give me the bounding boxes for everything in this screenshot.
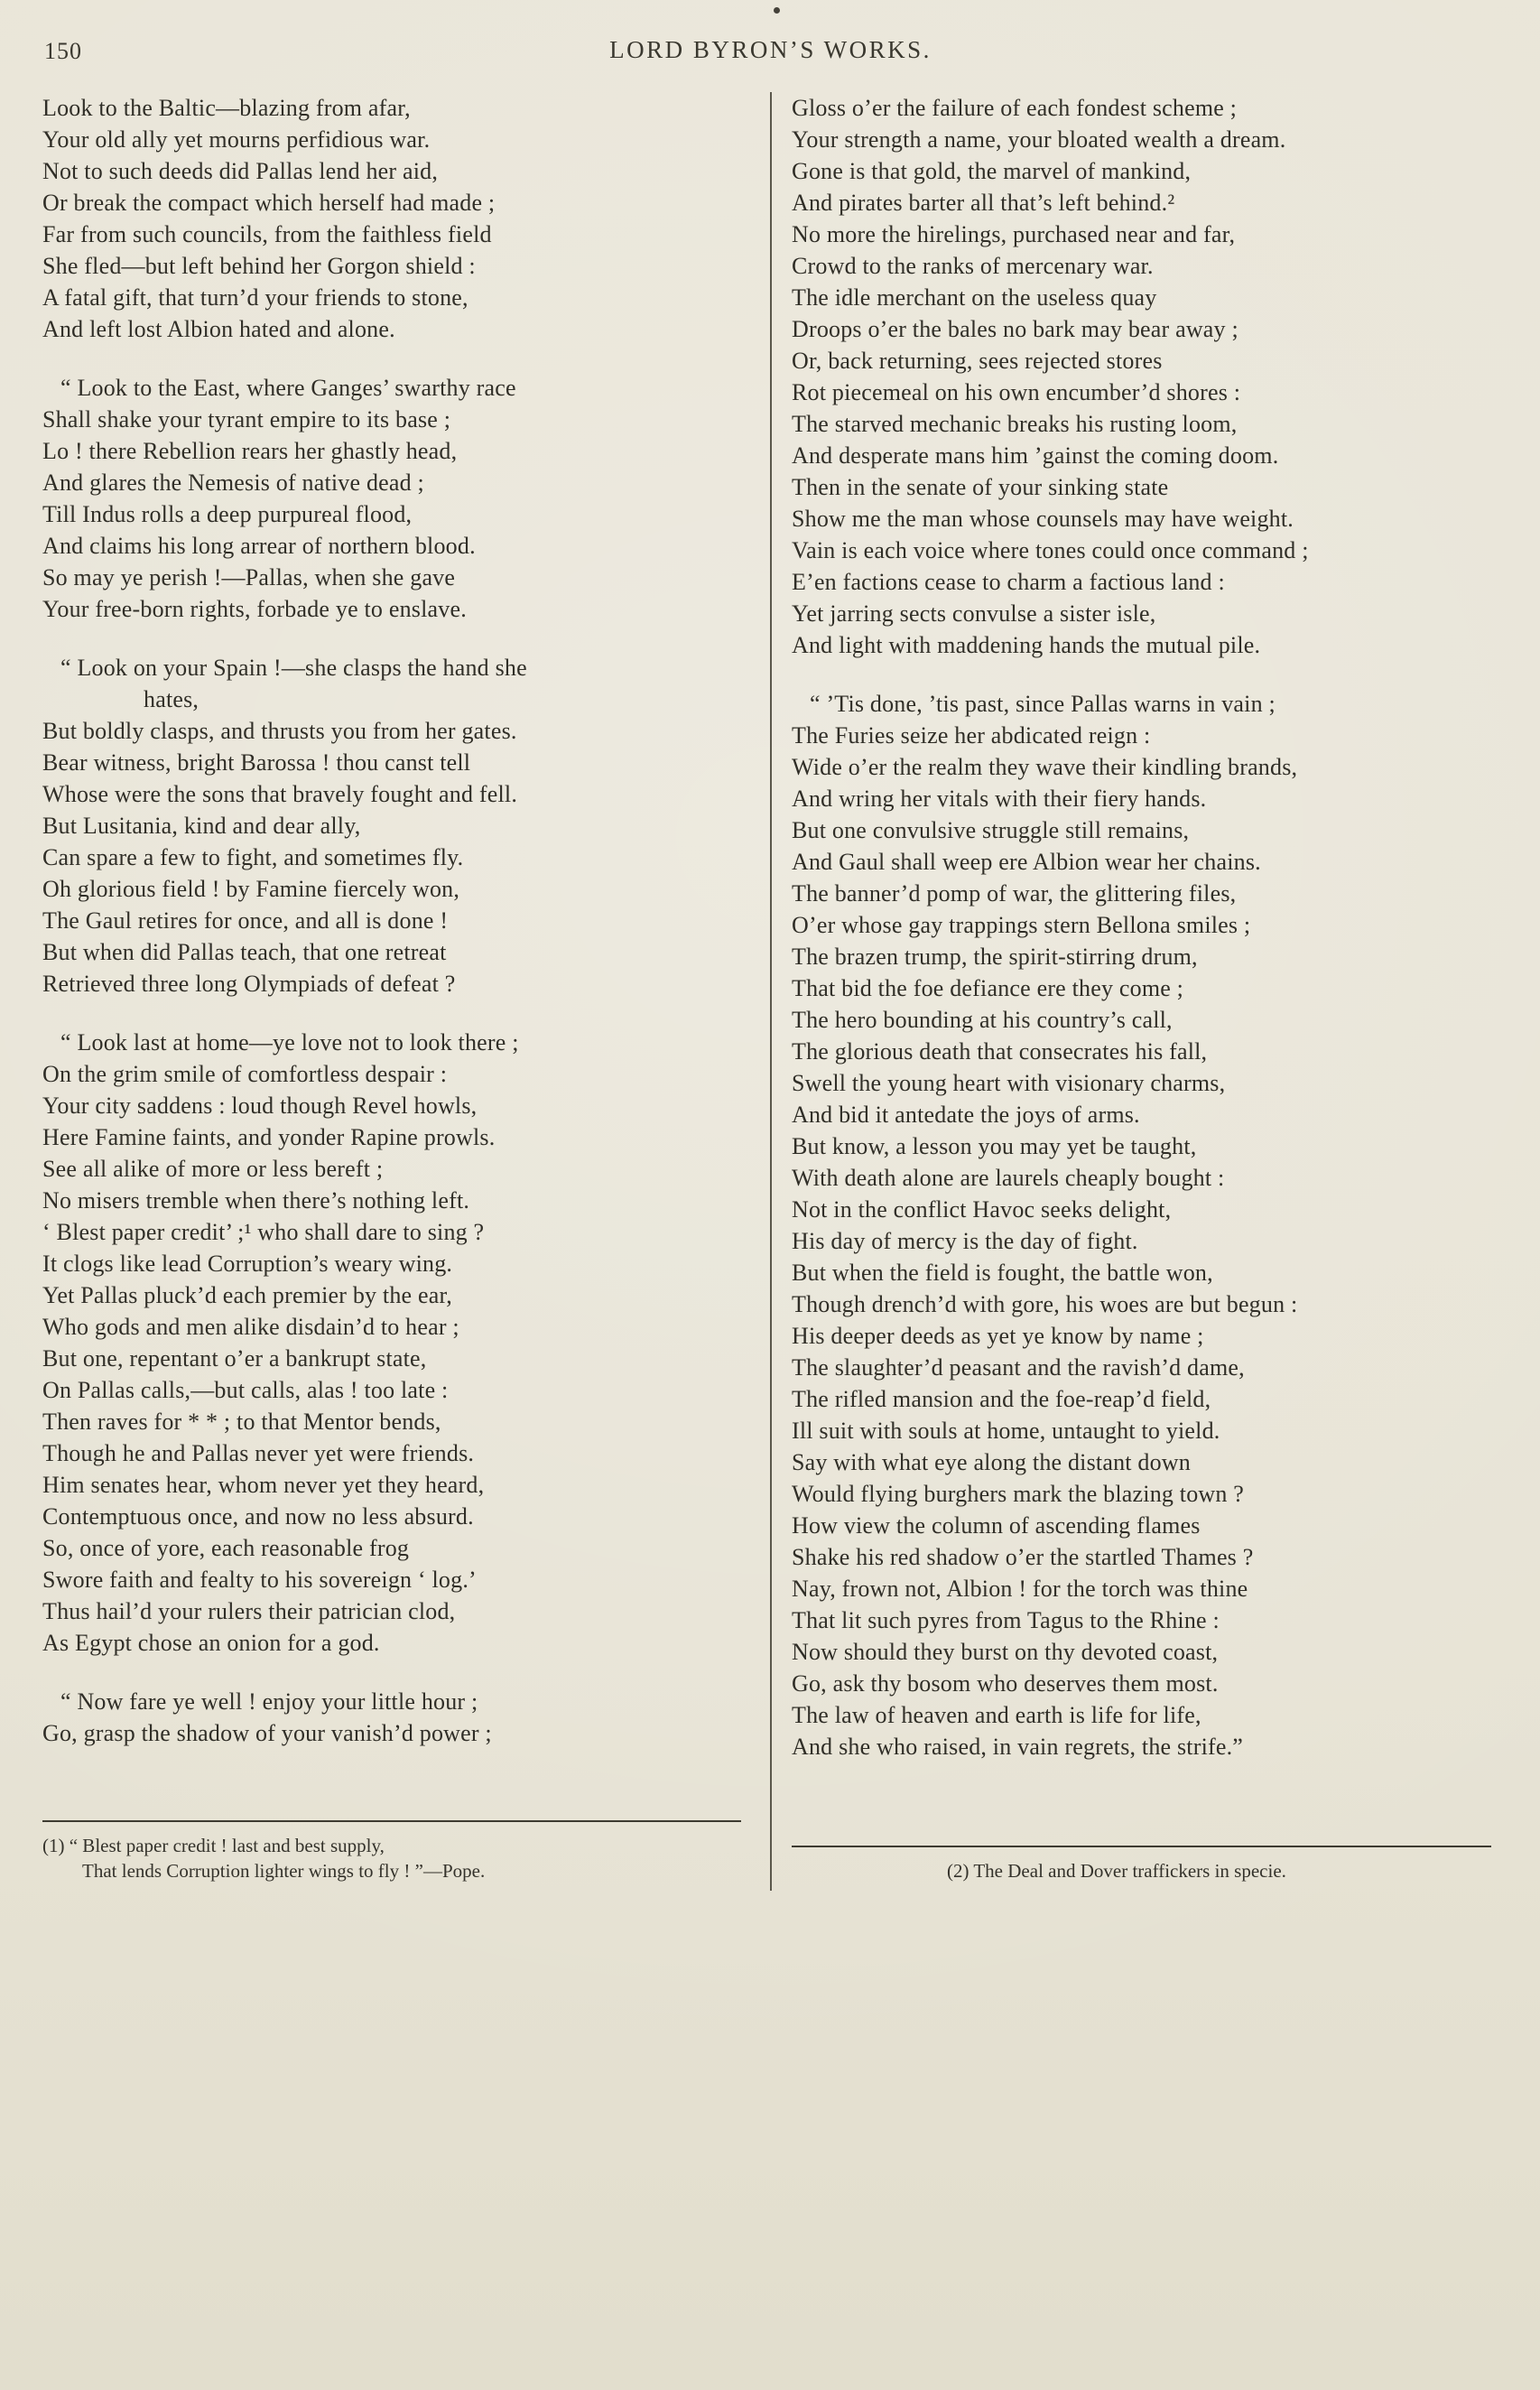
poem-line: And light with maddening hands the mutual pile.: [792, 632, 1261, 658]
poem-line: hates,: [144, 686, 199, 712]
poem-line: Lo ! there Rebellion rears her ghastly head,: [42, 438, 458, 464]
poem-line: The slaughter’d peasant and the ravish’d dame,: [792, 1354, 1245, 1381]
poem-line: Yet Pallas pluck’d each premier by the ear,: [42, 1282, 452, 1308]
poem-line: Or, back returning, sees rejected stores: [792, 348, 1163, 374]
footnote-line: That lends Corruption lighter wings to fly ! ”—Pope.: [82, 1860, 486, 1882]
poem-line: Can spare a few to fight, and sometimes fly.: [42, 844, 464, 870]
poem-line: The idle merchant on the useless quay: [792, 284, 1157, 311]
poem-line: Your city saddens : loud though Revel howls,: [42, 1093, 478, 1119]
poem-line: Rot piecemeal on his own encumber’d shores :: [792, 379, 1241, 405]
poem-line: That bid the foe defiance ere they come ;: [792, 975, 1184, 1001]
poem-line: Contemptuous once, and now no less absurd.: [42, 1503, 474, 1530]
poem-line: But Lusitania, kind and dear ally,: [42, 813, 361, 839]
poem-line: The glorious death that consecrates his fall,: [792, 1038, 1208, 1065]
poem-line: Swell the young heart with visionary charms,: [792, 1070, 1226, 1096]
poem-line: Not to such deeds did Pallas lend her aid,: [42, 158, 439, 184]
poem-line: The Furies seize her abdicated reign :: [792, 722, 1151, 749]
poem-line: Then raves for * * ; to that Mentor bends,: [42, 1409, 441, 1435]
poem-line: His day of mercy is the day of fight.: [792, 1228, 1138, 1254]
running-title: LORD BYRON’S WORKS.: [609, 36, 932, 63]
poem-line: But know, a lesson you may yet be taught,: [792, 1133, 1197, 1159]
poem-line: On Pallas calls,—but calls, alas ! too late :: [42, 1377, 449, 1403]
poem-line: But boldly clasps, and thrusts you from her gates.: [42, 718, 517, 744]
poem-line: Shall shake your tyrant empire to its base ;: [42, 406, 451, 432]
poem-line: The starved mechanic breaks his rusting loom,: [792, 411, 1238, 437]
poem-line: ‘ Blest paper credit’ ;¹ who shall dare to sing ?: [42, 1219, 485, 1245]
poem-line: The rifled mansion and the foe-reap’d field,: [792, 1386, 1211, 1412]
poem-line: No more the hirelings, purchased near and far,: [792, 221, 1236, 247]
poem-line: So, once of yore, each reasonable frog: [42, 1535, 410, 1561]
poem-line: Vain is each voice where tones could once command ;: [792, 537, 1309, 563]
poem-line: Your strength a name, your bloated wealth a dream.: [792, 126, 1286, 153]
poem-line: Oh glorious field ! by Famine fiercely won,: [42, 876, 460, 902]
poem-line: With death alone are laurels cheaply bought :: [792, 1165, 1225, 1191]
poem-line: The law of heaven and earth is life for life,: [792, 1702, 1201, 1728]
page-header: [42, 0, 1498, 92]
poem-line: Gloss o’er the failure of each fondest scheme ;: [792, 95, 1238, 121]
poem-line: And glares the Nemesis of native dead ;: [42, 470, 424, 496]
poem-line: Ill suit with souls at home, untaught to yield.: [792, 1418, 1220, 1444]
left-column: [42, 92, 770, 1891]
poem-line: Say with what eye along the distant down: [792, 1449, 1191, 1475]
poem-line: “ ’Tis done, ’tis past, since Pallas warns in vain ;: [810, 691, 1276, 717]
poem-line: And wring her vitals with their fiery hands.: [792, 786, 1207, 812]
poem-line: And desperate mans him ’gainst the coming doom.: [792, 442, 1279, 469]
poem-line: And pirates barter all that’s left behind.²: [792, 190, 1175, 216]
poem-line: So may ye perish !—Pallas, when she gave: [42, 564, 456, 591]
poem-line: Retrieved three long Olympiads of defeat ?: [42, 971, 456, 997]
poem-line: But when did Pallas teach, that one retreat: [42, 939, 447, 965]
poem-line: The Gaul retires for once, and all is done !: [42, 907, 449, 934]
poem-line: And left lost Albion hated and alone.: [42, 316, 395, 342]
poem-line: Whose were the sons that bravely fought and fell.: [42, 781, 518, 807]
poem-line: Though drench’d with gore, his woes are but begun :: [792, 1291, 1298, 1317]
poem-line: Your old ally yet mourns perfidious war.: [42, 126, 431, 153]
poem-line: Would flying burghers mark the blazing town ?: [792, 1481, 1245, 1507]
poem-line: Go, ask thy bosom who deserves them most.: [792, 1670, 1219, 1697]
poem-line: “ Now fare ye well ! enjoy your little hour ;: [60, 1688, 478, 1715]
poem-line: But when the field is fought, the battle won,: [792, 1260, 1213, 1286]
poem-line: Crowd to the ranks of mercenary war.: [792, 253, 1154, 279]
footnote-line: (1) “ Blest paper credit ! last and best supply,: [42, 1835, 385, 1856]
poem-line: Look to the Baltic—blazing from afar,: [42, 95, 411, 121]
poem-line: Shake his red shadow o’er the startled Thames ?: [792, 1544, 1254, 1570]
poem-line: Now should they burst on thy devoted coast,: [792, 1639, 1219, 1665]
poem-line: On the grim smile of comfortless despair :: [42, 1061, 448, 1087]
poem-line: Bear witness, bright Barossa ! thou canst tell: [42, 749, 471, 776]
poem-line: “ Look last at home—ye love not to look there ;: [60, 1029, 519, 1056]
poem-line: “ Look on your Spain !—she clasps the hand she: [60, 655, 527, 681]
poem-line: “ Look to the East, where Ganges’ swarthy race: [60, 375, 516, 401]
poem-line: The banner’d pomp of war, the glittering files,: [792, 880, 1237, 907]
poem-line: Droops o’er the bales no bark may bear away ;: [792, 316, 1238, 342]
poem-line: No misers tremble when there’s nothing left.: [42, 1187, 470, 1214]
stanza: [42, 1686, 748, 1749]
poem-line: How view the column of ascending flames: [792, 1512, 1201, 1539]
text-columns: [42, 92, 1498, 1891]
poem-line: Show me the man whose counsels may have weight.: [792, 506, 1294, 532]
poem-line: And Gaul shall weep ere Albion wear her chains.: [792, 849, 1261, 875]
poem-line: She fled—but left behind her Gorgon shield :: [42, 253, 476, 279]
poem-line: And she who raised, in vain regrets, the strife.”: [792, 1734, 1244, 1760]
stanza: [42, 652, 748, 1000]
stanza: [42, 1027, 748, 1659]
scanned-book-page: [42, 0, 1498, 1891]
stanza: [42, 372, 748, 625]
right-column: [772, 92, 1498, 1891]
footnote: [42, 1820, 748, 1891]
poem-line: And claims his long arrear of northern blood.: [42, 533, 476, 559]
poem-line: But one, repentant o’er a bankrupt state,: [42, 1345, 427, 1372]
poem-line: Till Indus rolls a deep purpureal flood,: [42, 501, 413, 527]
poem-line: Go, grasp the shadow of your vanish’d power ;: [42, 1720, 492, 1746]
poem-line: That lit such pyres from Tagus to the Rhine :: [792, 1607, 1220, 1633]
poem-line: Here Famine faints, and yonder Rapine prowls.: [42, 1124, 496, 1150]
poem-line: But one convulsive struggle still remains,: [792, 817, 1190, 843]
poem-line: See all alike of more or less bereft ;: [42, 1156, 384, 1182]
poem-line: Nay, frown not, Albion ! for the torch was thine: [792, 1576, 1248, 1602]
poem-line: Swore faith and fealty to his sovereign ‘ log.’: [42, 1567, 477, 1593]
footnote-rule: [42, 1820, 741, 1822]
poem-line: A fatal gift, that turn’d your friends to stone,: [42, 284, 468, 311]
poem-line: Wide o’er the realm they wave their kindling brands,: [792, 754, 1298, 780]
poem-line: It clogs like lead Corruption’s weary wing.: [42, 1251, 453, 1277]
footnote: [792, 1846, 1498, 1891]
stanza: [42, 92, 748, 345]
poem-line: His deeper deeds as yet ye know by name ;: [792, 1323, 1204, 1349]
stanza: [792, 688, 1498, 1762]
poem-line: The hero bounding at his country’s call,: [792, 1007, 1173, 1033]
poem-line: Then in the senate of your sinking state: [792, 474, 1169, 500]
poem-line: The brazen trump, the spirit-stirring drum,: [792, 944, 1198, 970]
poem-line: Your free-born rights, forbade ye to enslave.: [42, 596, 467, 622]
poem-line: Who gods and men alike disdain’d to hear ;: [42, 1314, 459, 1340]
poem-line: Him senates hear, whom never yet they heard,: [42, 1472, 485, 1498]
poem-line: Gone is that gold, the marvel of mankind,: [792, 158, 1192, 184]
poem-line: Not in the conflict Havoc seeks delight,: [792, 1196, 1172, 1223]
poem-line: Yet jarring sects convulse a sister isle,: [792, 600, 1156, 627]
footnote-line: (2) The Deal and Dover traffickers in specie.: [947, 1860, 1286, 1882]
poem-line: Thus hail’d your rulers their patrician clod,: [42, 1598, 456, 1624]
poem-line: Though he and Pallas never yet were friends.: [42, 1440, 475, 1466]
poem-line: E’en factions cease to charm a factious land :: [792, 569, 1225, 595]
poem-line: And bid it antedate the joys of arms.: [792, 1102, 1140, 1128]
page-number: 150: [44, 38, 82, 64]
poem-line: O’er whose gay trappings stern Bellona smiles ;: [792, 912, 1251, 938]
poem-line: Or break the compact which herself had made ;: [42, 190, 496, 216]
poem-line: Far from such councils, from the faithless field: [42, 221, 492, 247]
stanza: [792, 92, 1498, 661]
poem-line: As Egypt chose an onion for a god.: [42, 1630, 380, 1656]
footnote-rule: [792, 1846, 1491, 1847]
